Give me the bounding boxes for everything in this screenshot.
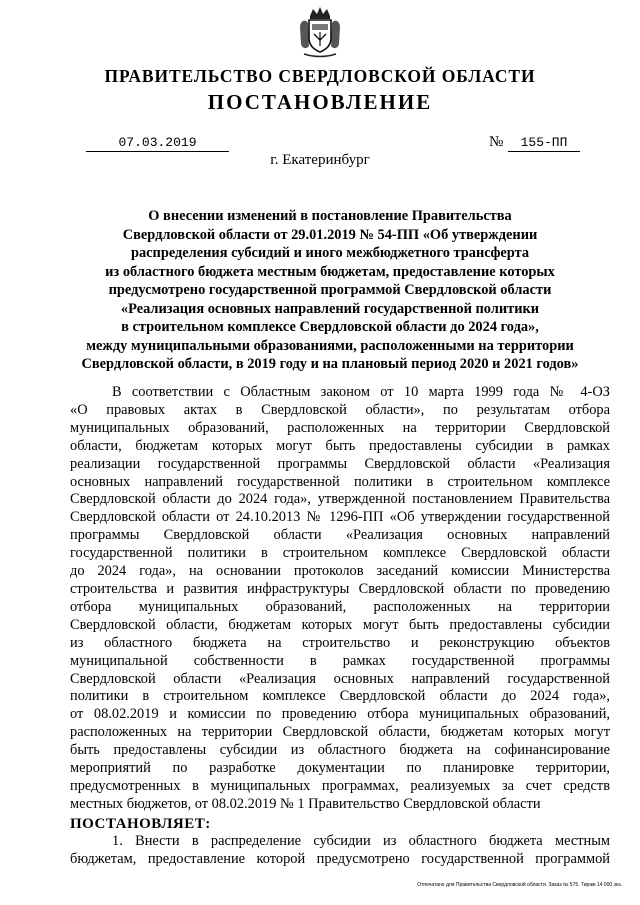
body-line: области, бюджетам которых могут быть предоставлены субсидии в рамках xyxy=(70,437,610,454)
city: г. Екатеринбург xyxy=(270,152,370,168)
body-line: «О правовых актах в Свердловской области», по результатам отбора xyxy=(70,401,610,418)
body-line: местных бюджетов, от 08.02.2019 № 1 Правительство Свердловской области xyxy=(70,795,541,812)
title-line: распределения субсидий и иного межбюджетного трансферта xyxy=(130,245,530,261)
body-line: 1. Внести в распределение субсидии из областного бюджета местным xyxy=(112,832,610,849)
coat-of-arms-icon xyxy=(298,6,342,60)
document-date: 07.03.2019 xyxy=(86,136,229,152)
body-line: расположенных на территории Свердловской области, бюджетам которых могут xyxy=(70,724,610,741)
body-line: программы Свердловской области «Реализация основных направлений xyxy=(70,527,610,544)
body-line: Свердловской области «Реализация основных направлений государственной xyxy=(70,670,610,687)
print-note: Отпечатано для Правительства Свердловской области. Заказ № 575. Тираж 14 000 экз. xyxy=(417,882,622,888)
body-line: Свердловской области до 2024 года», утвержденной постановлением Правительства xyxy=(70,491,610,508)
document-title xyxy=(40,207,620,374)
body-line: В соответствии с Областным законом от 10 марта 1999 года № 4-ОЗ xyxy=(112,384,610,400)
body-line: до 2024 года», на основании протоколов заседаний комиссии Министерства xyxy=(70,563,610,580)
document-body xyxy=(70,384,610,869)
body-line: предусмотренных в муниципальных программах, реализуемых за счет средств xyxy=(70,777,610,794)
body-line: отбора муниципальных образований, расположенных на территории xyxy=(70,598,610,615)
title-line: Свердловской области, в 2019 году и на плановый период 2020 и 2021 годов» xyxy=(81,356,579,372)
decree-word: ПОСТАНОВЛЯЕТ: xyxy=(70,815,211,832)
title-line: в строительном комплексе Свердловской области до 2024 года», xyxy=(121,319,539,335)
title-line: Свердловской области от 29.01.2019 № 54-ПП «Об утверждении xyxy=(122,226,538,243)
body-line: мероприятий по разработке документации по планировке территории, xyxy=(70,760,610,777)
body-line: строительства и развития инфраструктуры Свердловской области по проведению xyxy=(70,580,610,597)
body-line: Свердловской области, бюджетам которых могут быть предоставлены субсидии xyxy=(70,616,610,633)
body-line: государственной политики в строительном комплексе Свердловской области xyxy=(70,545,610,562)
body-line: от 08.02.2019 и комиссии по проведению отбора муниципальных образований, xyxy=(70,706,610,723)
title-line: предусмотрено государственной программой Свердловской области xyxy=(108,282,552,298)
body-line: из областного бюджета на строительство и реконструкцию объектов xyxy=(70,634,610,651)
number-sign: № xyxy=(489,134,504,150)
title-line: «Реализация основных направлений государственной политики xyxy=(120,300,540,317)
body-line: быть предоставлены субсидии из областного бюджета на софинансирование xyxy=(70,742,610,759)
body-line: муниципальных образований, расположенных на территории Свердловской xyxy=(70,419,610,436)
title-line: между муниципальными образованиями, расположенными на территории xyxy=(86,337,574,354)
body-line: политики в строительном комплексе Свердловской области до 2024 года», xyxy=(70,688,610,705)
title-line: из областного бюджета местным бюджетам, предоставление которых xyxy=(105,263,555,280)
document-number: 155-ПП xyxy=(508,136,580,152)
body-line: бюджетам, предоставление которой предусмотрено государственной программой xyxy=(70,850,610,867)
body-line: муниципальной собственности в рамках государственной программы xyxy=(70,652,610,669)
body-line: основных направлений государственной политики в строительном комплексе xyxy=(70,473,610,490)
title-line: О внесении изменений в постановление Правительства xyxy=(148,208,512,224)
body-line: реализации государственной программы Свердловской области «Реализация xyxy=(70,455,610,472)
document-type: ПОСТАНОВЛЕНИЕ xyxy=(207,90,433,114)
organization-name: ПРАВИТЕЛЬСТВО СВЕРДЛОВСКОЙ ОБЛАСТИ xyxy=(104,66,536,86)
body-line: Свердловской области от 24.10.2013 № 1296-ПП «Об утверждении государственной xyxy=(70,509,610,526)
